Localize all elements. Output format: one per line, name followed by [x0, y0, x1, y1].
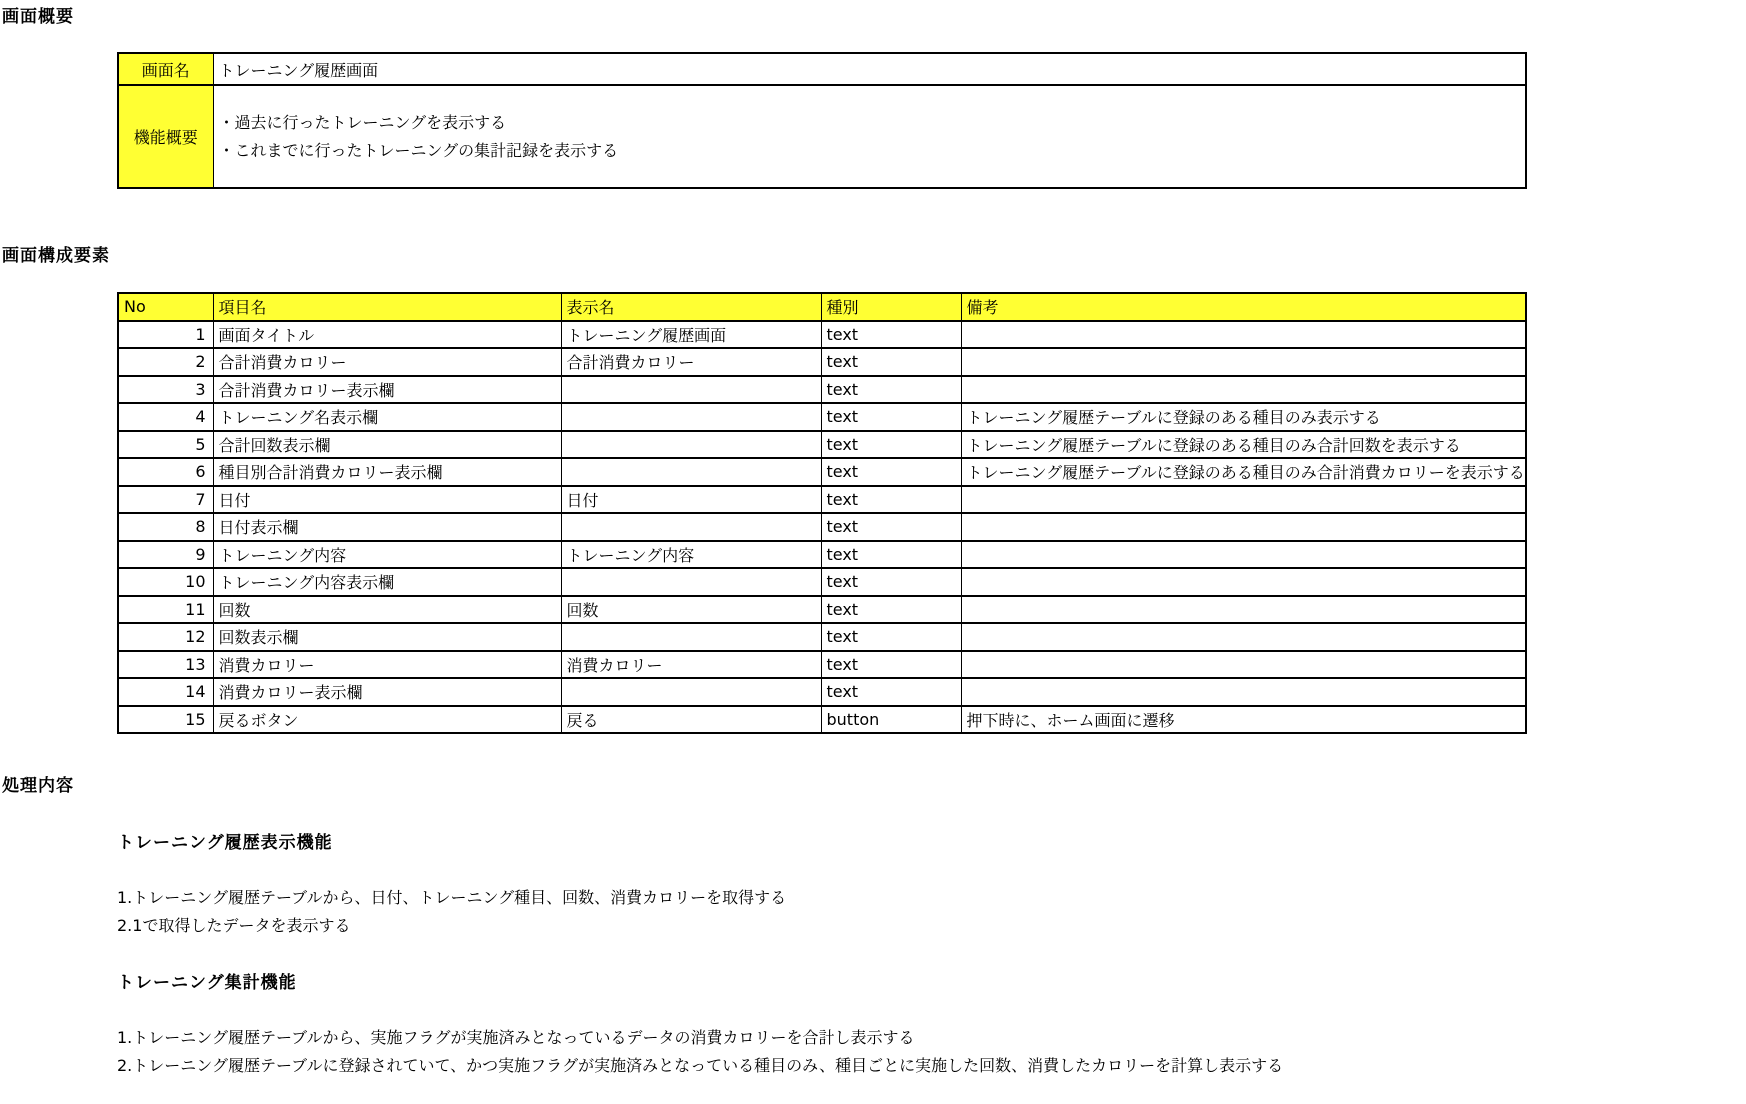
no-cell: 5 [118, 431, 213, 459]
table-row [118, 541, 1526, 569]
item-name-cell: 回数 [213, 596, 561, 624]
col-header-no: No [118, 293, 213, 321]
item-name-cell: 消費カロリー [213, 651, 561, 679]
display-name-cell: 回数 [561, 596, 821, 624]
item-name-cell: 消費カロリー表示欄 [213, 678, 561, 706]
display-name-cell: 戻る [561, 706, 821, 734]
display-name-cell [561, 568, 821, 596]
screen-name-value-cell: トレーニング履歴画面 [213, 53, 1526, 85]
table-row [118, 623, 1526, 651]
screen-name-label-cell: 画面名 [118, 53, 213, 85]
item-name-cell: 戻るボタン [213, 706, 561, 734]
section-heading-processing-content: 処理内容 [2, 776, 74, 796]
table-row [118, 596, 1526, 624]
remarks-cell [961, 651, 1526, 679]
processing-step-line: 2.1で取得したデータを表示する [117, 915, 351, 935]
display-name-cell: 日付 [561, 486, 821, 514]
col-header-display-name: 表示名 [561, 293, 821, 321]
remarks-cell [961, 678, 1526, 706]
type-cell: text [821, 376, 961, 404]
no-cell: 6 [118, 458, 213, 486]
type-cell: button [821, 706, 961, 734]
table-row [118, 85, 1526, 188]
no-cell: 10 [118, 568, 213, 596]
col-header-remarks: 備考 [961, 293, 1526, 321]
item-name-cell: トレーニング内容 [213, 541, 561, 569]
remarks-cell [961, 568, 1526, 596]
display-name-cell [561, 376, 821, 404]
table-row [118, 53, 1526, 85]
processing-section-title: トレーニング集計機能 [117, 973, 297, 993]
no-cell: 1 [118, 321, 213, 349]
no-cell: 3 [118, 376, 213, 404]
display-name-cell [561, 431, 821, 459]
no-cell: 8 [118, 513, 213, 541]
display-name-cell [561, 513, 821, 541]
display-name-cell: 合計消費カロリー [561, 348, 821, 376]
type-cell: text [821, 321, 961, 349]
display-name-cell: トレーニング履歴画面 [561, 321, 821, 349]
table-header-row [118, 293, 1526, 321]
processing-section-title: トレーニング履歴表示機能 [117, 833, 333, 853]
item-name-cell: 合計消費カロリー [213, 348, 561, 376]
type-cell: text [821, 651, 961, 679]
type-cell: text [821, 568, 961, 596]
no-cell: 4 [118, 403, 213, 431]
section-heading-screen-overview: 画面概要 [2, 7, 74, 27]
screen-components-table [117, 292, 1527, 734]
display-name-cell [561, 403, 821, 431]
no-cell: 12 [118, 623, 213, 651]
remarks-cell [961, 321, 1526, 349]
item-name-cell: 日付 [213, 486, 561, 514]
type-cell: text [821, 596, 961, 624]
table-row [118, 486, 1526, 514]
remarks-cell [961, 596, 1526, 624]
item-name-cell: 合計消費カロリー表示欄 [213, 376, 561, 404]
type-cell: text [821, 486, 961, 514]
remarks-cell [961, 541, 1526, 569]
item-name-cell: トレーニング名表示欄 [213, 403, 561, 431]
table-row [118, 706, 1526, 734]
processing-step-line: 1.トレーニング履歴テーブルから、実施フラグが実施済みとなっているデータの消費カロリーを合計し表示する [117, 1028, 915, 1047]
col-header-type: 種別 [821, 293, 961, 321]
screen-overview-table [117, 52, 1527, 189]
type-cell: text [821, 678, 961, 706]
table-row [118, 348, 1526, 376]
type-cell: text [821, 348, 961, 376]
remarks-cell: 押下時に、ホーム画面に遷移 [961, 706, 1526, 734]
remarks-cell [961, 623, 1526, 651]
no-cell: 2 [118, 348, 213, 376]
function-overview-line: ・これまでに行ったトレーニングの集計記録を表示する [218, 140, 619, 160]
type-cell: text [821, 513, 961, 541]
processing-section-steps [117, 884, 786, 939]
no-cell: 11 [118, 596, 213, 624]
remarks-cell [961, 348, 1526, 376]
table-row [118, 321, 1526, 349]
type-cell: text [821, 403, 961, 431]
type-cell: text [821, 431, 961, 459]
remarks-cell: トレーニング履歴テーブルに登録のある種目のみ合計回数を表示する [961, 431, 1526, 459]
table-row [118, 458, 1526, 486]
no-cell: 9 [118, 541, 213, 569]
type-cell: text [821, 623, 961, 651]
no-cell: 7 [118, 486, 213, 514]
item-name-cell: 種目別合計消費カロリー表示欄 [213, 458, 561, 486]
table-row [118, 513, 1526, 541]
table-row [118, 403, 1526, 431]
remarks-cell [961, 513, 1526, 541]
function-overview-label-cell: 機能概要 [118, 85, 213, 188]
no-cell: 13 [118, 651, 213, 679]
no-cell: 15 [118, 706, 213, 734]
display-name-cell: 消費カロリー [561, 651, 821, 679]
item-name-cell: 画面タイトル [213, 321, 561, 349]
display-name-cell [561, 458, 821, 486]
table-row [118, 431, 1526, 459]
table-row [118, 651, 1526, 679]
item-name-cell: 日付表示欄 [213, 513, 561, 541]
processing-step-line: 1.トレーニング履歴テーブルから、日付、トレーニング種目、回数、消費カロリーを取得する [117, 888, 787, 907]
table-row [118, 376, 1526, 404]
display-name-cell [561, 623, 821, 651]
no-cell: 14 [118, 678, 213, 706]
display-name-cell [561, 678, 821, 706]
type-cell: text [821, 541, 961, 569]
processing-section-steps [117, 1024, 1283, 1079]
section-heading-screen-components: 画面構成要素 [2, 246, 110, 266]
item-name-cell: 回数表示欄 [213, 623, 561, 651]
table-row [118, 568, 1526, 596]
item-name-cell: トレーニング内容表示欄 [213, 568, 561, 596]
remarks-cell: トレーニング履歴テーブルに登録のある種目のみ合計消費カロリーを表示する [961, 458, 1526, 486]
processing-step-line: 2.トレーニング履歴テーブルに登録されていて、かつ実施フラグが実施済みとなっている種目のみ、種目ごとに実施した回数、消費したカロリーを計算し表示する [117, 1055, 1284, 1075]
remarks-cell [961, 486, 1526, 514]
type-cell: text [821, 458, 961, 486]
item-name-cell: 合計回数表示欄 [213, 431, 561, 459]
function-overview-line: ・過去に行ったトレーニングを表示する [218, 112, 507, 132]
remarks-cell: トレーニング履歴テーブルに登録のある種目のみ表示する [961, 403, 1526, 431]
col-header-item-name: 項目名 [213, 293, 561, 321]
remarks-cell [961, 376, 1526, 404]
function-overview-value-cell [213, 85, 1526, 188]
table-row [118, 678, 1526, 706]
display-name-cell: トレーニング内容 [561, 541, 821, 569]
